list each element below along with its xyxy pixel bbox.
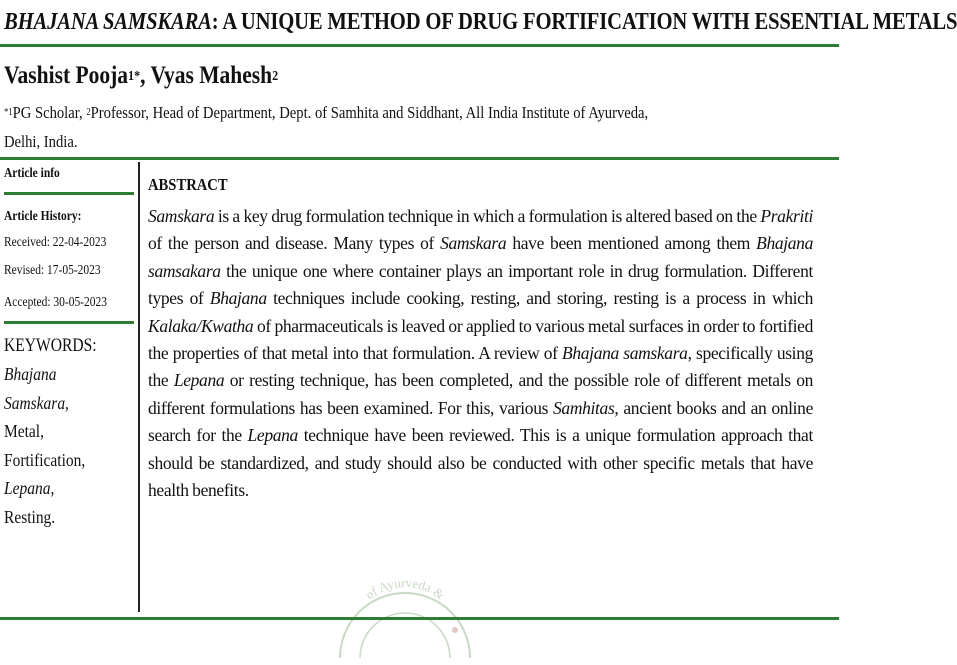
abstract-italic-term: Samskara: [440, 233, 507, 254]
article-info-sidebar: [4, 162, 132, 531]
keyword-item: Resting.: [4, 506, 56, 527]
abstract-section: [148, 172, 813, 504]
abstract-italic-term: Samskara: [148, 206, 215, 226]
affiliation-superscript: 2: [86, 107, 91, 118]
received-date: Received: 22-04-2023: [4, 235, 107, 250]
footer-divider: [0, 617, 839, 620]
keywords-heading: KEYWORDS:: [4, 335, 97, 356]
abstract-italic-term: Bhajana: [209, 288, 267, 309]
abstract-text-run: , ancient books and an online search for the: [148, 397, 814, 446]
abstract-text-run: techniques include cooking, resting, and storing, resting is a process in which: [266, 288, 813, 309]
abstract-text-run: have been mentioned among them: [506, 233, 757, 254]
affiliation-superscript: *1: [4, 107, 13, 118]
article-title: [4, 6, 957, 38]
affiliation-text: Professor, Head of Department, Dept. of Samhita and Siddhant, All India Institute of Ayurveda,: [90, 103, 649, 122]
article-history-heading: Article History:: [4, 209, 82, 224]
author-separator: ,: [140, 62, 151, 89]
affiliation-location: Delhi, India.: [4, 132, 78, 151]
header-divider: [0, 157, 839, 160]
article-info-heading: Article info: [4, 166, 60, 181]
abstract-italic-term: Bhajana samskara: [562, 343, 688, 364]
abstract-heading: ABSTRACT: [148, 175, 228, 194]
author-superscript: 1*: [128, 69, 141, 84]
affiliation: [4, 98, 795, 156]
abstract-text-run: is a key drug formulation technique in which a formulation is altered based on the: [214, 206, 761, 226]
abstract-text-run: , specifically using the: [148, 343, 813, 391]
abstract-body: [148, 203, 813, 504]
abstract-text-run: of pharmaceuticals is leaved or applied to various metal surfaces in order to fortified the properties of that metal into that formulation. A review of: [148, 315, 813, 364]
author-name: Vashist Pooja: [4, 62, 129, 89]
accepted-date: Accepted: 30-05-2023: [4, 295, 107, 310]
abstract-italic-term: Samhitas: [553, 397, 615, 418]
keyword-item: Fortification,: [4, 449, 86, 470]
abstract-italic-term: Lepana: [173, 370, 225, 391]
abstract-italic-term: Prakriti: [760, 206, 813, 226]
seal-text: of Ayurveda &: [362, 580, 448, 603]
abstract-text-run: of the person and disease. Many types of: [148, 233, 441, 254]
keyword-item: Lepana,: [4, 478, 55, 498]
institute-seal-watermark: [330, 580, 480, 660]
seal-icon: [330, 580, 480, 660]
abstract-italic-term: Bhajana samsakara: [148, 233, 813, 281]
affiliation-text: PG Scholar,: [12, 103, 87, 122]
author-list: [4, 60, 278, 92]
abstract-italic-term: Kalaka/Kwatha: [148, 315, 254, 336]
author-name: Vyas Mahesh: [150, 62, 273, 89]
keyword-item: Samskara,: [4, 392, 69, 413]
abstract-text-run: technique have been reviewed. This is a unique formulation approach that should be standardized, and study should also be conducted with other specific metals that have health benefits.: [148, 425, 813, 501]
revised-date: Revised: 17-05-2023: [4, 263, 101, 278]
keyword-item: Bhajana: [4, 364, 57, 384]
sidebar-divider: [4, 321, 134, 324]
column-divider: [138, 162, 140, 612]
author-superscript: 2: [272, 69, 279, 84]
article-title-rest: : A UNIQUE METHOD OF DRUG FORTIFICATION WITH ESSENTIAL METALS: [211, 9, 957, 35]
title-divider: [0, 44, 839, 47]
abstract-text-run: the unique one where container plays an important role in drug formulation. Different types of: [148, 260, 813, 309]
keyword-item: Metal,: [4, 421, 44, 441]
sidebar-divider: [4, 192, 134, 195]
abstract-italic-term: Lepana: [247, 425, 298, 446]
article-title-italic: BHAJANA SAMSKARA: [4, 9, 212, 35]
abstract-text-run: or resting technique, has been completed, and the possible role of different metals on different formulations has been examined. For this, various: [148, 370, 813, 418]
